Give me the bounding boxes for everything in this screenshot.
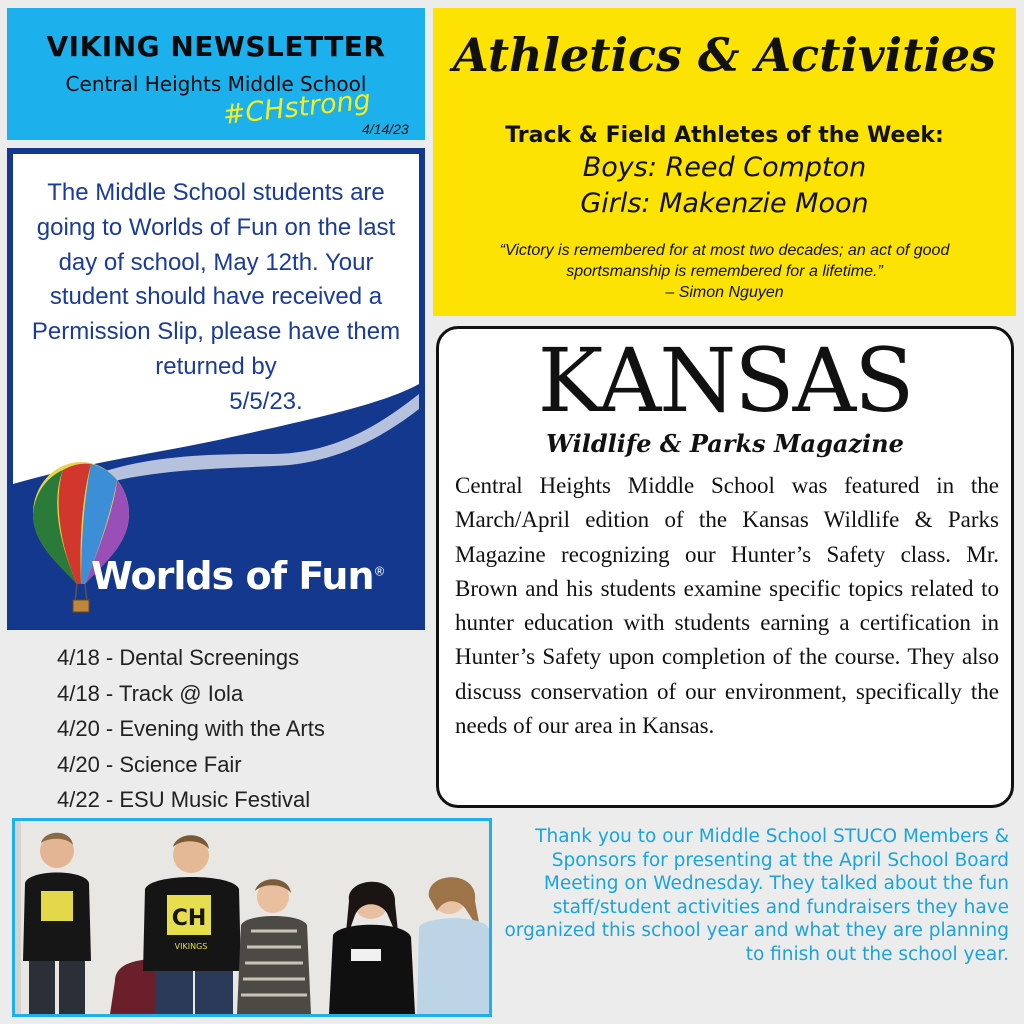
event-item: 4/20 - Evening with the Arts — [57, 716, 325, 741]
event-item: 4/20 - Science Fair — [57, 751, 242, 777]
girls-athlete: Girls: Makenzie Moon — [580, 188, 869, 219]
worlds-of-fun-message — [27, 176, 405, 420]
worlds-of-fun-logo-text: Worlds of Fun — [91, 554, 374, 598]
event-item: 4/18 - Track @ Iola — [57, 680, 244, 706]
newsletter-header — [7, 8, 425, 140]
magazine-subtitle: Wildlife & Parks Magazine — [546, 429, 904, 458]
students-illustration — [15, 821, 489, 1014]
event-item: 4/18 - Dental Screenings — [57, 645, 300, 670]
newsletter-date: 4/14/23 — [362, 121, 409, 137]
athletics-panel — [433, 8, 1016, 316]
kansas-article-body: Central Heights Middle School was featured in the March/April edition of the Kansas Wildlife & Parks Magazine recognizing our Hunter’s Safety class. Mr. Brown and his students examine specific topics related to hunter education with students earning a certification in Hunter’s Safety upon completion of the course. They also discuss conservation of our environment, specifically the needs of our area in Kansas. — [455, 473, 999, 739]
worlds-of-fun-panel — [7, 148, 425, 630]
athletes-of-week-heading: Track & Field Athletes of the Week: — [505, 123, 944, 148]
worlds-of-fun-logo — [91, 554, 385, 598]
registered-mark: ® — [373, 564, 385, 579]
athletics-title: Athletics & Activities — [452, 28, 996, 82]
event-item: 4/22 - ESU Music Festival — [57, 787, 311, 812]
shirt-caption-text: VIKINGS — [174, 942, 208, 951]
kansas-magazine-panel — [436, 326, 1014, 808]
sportsmanship-quote — [453, 240, 996, 303]
trip-message: The Middle School students are going to Worlds of Fun on the last day of school, May 12th. Your student should have received a Permission Slip, please have them returned by — [31, 179, 401, 380]
quote-author: – Simon Nguyen — [665, 284, 784, 302]
boys-athlete: Boys: Reed Compton — [582, 152, 867, 183]
quote-text: “Victory is remembered for at most two decades; an act of good sportsmanship is remembered for a lifetime.” — [499, 242, 950, 281]
kansas-masthead: KANSAS — [537, 329, 913, 432]
stuco-thank-you: Thank you to our Middle School STUCO Members & Sponsors for presenting at the April School Board Meeting on Wednesday. They talked about the fun staff/student activities and fundraisers they have organized this school year and what they are planning to finish out the school year. — [504, 826, 1009, 965]
return-date: 5/5/23. — [229, 387, 303, 415]
newsletter-title: VIKING NEWSLETTER — [46, 30, 386, 63]
shirt-logo-text: CH — [171, 906, 207, 931]
hashtag: #CHstrong — [221, 84, 373, 131]
events-list — [57, 640, 427, 818]
stuco-photo — [12, 818, 492, 1017]
school-name: Central Heights Middle School — [65, 72, 367, 96]
